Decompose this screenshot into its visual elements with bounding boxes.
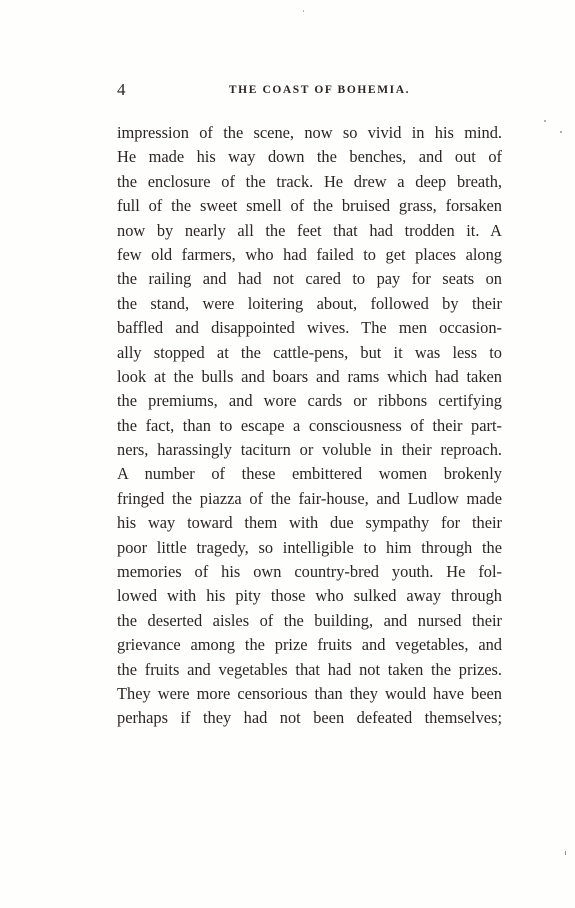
- text-line: baffled and disappointed wives. The men occasion-: [117, 318, 502, 338]
- body-text: [117, 121, 502, 731]
- text-line: the stand, were loitering about, followed by their: [117, 293, 502, 313]
- text-line: ners, harassingly taciturn or voluble in their reproach.: [117, 440, 502, 460]
- text-line: impression of the scene, now so vivid in his mind.: [117, 123, 502, 142]
- scan-speck: [565, 851, 566, 855]
- text-line: memories of his own country-bred youth. He fol-: [117, 562, 502, 582]
- text-line: the premiums, and wore cards or ribbons certifying: [117, 391, 502, 411]
- running-title: THE COAST OF BOHEMIA.: [228, 84, 411, 96]
- text-line: poor little tragedy, so intelligible to him through the: [117, 537, 502, 557]
- text-line: A number of these embittered women brokenly: [117, 464, 502, 484]
- text-line: the railing and had not cared to pay for seats on: [117, 269, 502, 289]
- running-head: [117, 80, 502, 100]
- text-line: his way toward them with due sympathy for their: [117, 513, 502, 533]
- text-line: the deserted aisles of the building, and nursed their: [117, 610, 502, 630]
- text-line: now by nearly all the feet that had trodden it. A: [117, 220, 502, 240]
- text-line: full of the sweet smell of the bruised grass, forsaken: [117, 196, 502, 216]
- text-line: He made his way down the benches, and out of: [117, 147, 502, 167]
- text-line: the enclosure of the track. He drew a deep breath,: [117, 171, 502, 191]
- scan-speck: [544, 120, 546, 122]
- scan-speck: [303, 10, 304, 12]
- text-line: few old farmers, who had failed to get places along: [117, 244, 502, 264]
- text-line: the fruits and vegetables that had not taken the prizes.: [117, 659, 502, 679]
- text-line: grievance among the prize fruits and vegetables, and: [117, 635, 502, 655]
- page-number: 4: [117, 80, 126, 99]
- text-line: fringed the piazza of the fair-house, and Ludlow made: [117, 488, 502, 508]
- text-line: ally stopped at the cattle-pens, but it was less to: [117, 342, 502, 362]
- text-line: perhaps if they had not been defeated themselves;: [117, 708, 502, 728]
- text-line: lowed with his pity those who sulked away through: [117, 586, 502, 606]
- text-line: the fact, than to escape a consciousness of their part-: [117, 415, 502, 435]
- text-line: They were more censorious than they would have been: [117, 683, 502, 703]
- scan-speck: [560, 131, 562, 133]
- text-line: look at the bulls and boars and rams which had taken: [117, 366, 502, 386]
